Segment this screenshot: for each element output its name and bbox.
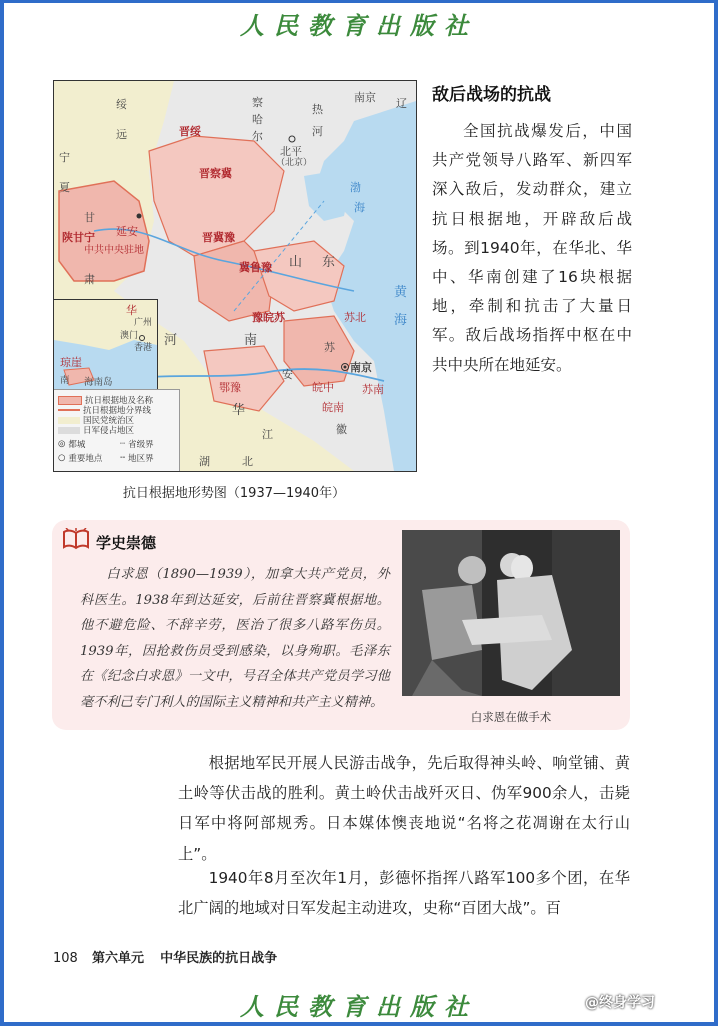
map-label-sea-hai: 海 <box>394 313 408 328</box>
map-label-su-bei: 苏北 <box>344 311 366 324</box>
page-footer <box>53 947 277 966</box>
map-label-hua: 华 <box>232 403 246 418</box>
inset-label-guangzhou: 广州 <box>134 318 153 328</box>
body-paragraph-2: 1940年8月至次年1月，彭德怀指挥八路军100多个团，在华北广阔的地域对日军发起主动进攻，史称“百团大战”。百 <box>178 869 630 918</box>
map-label-re: 热 <box>312 103 323 116</box>
unit-title: 中华民族的抗日战争 <box>160 951 278 966</box>
page-frame-bottom <box>0 1022 718 1026</box>
map-label-sea-bo: 渤 <box>350 181 361 194</box>
map-label-su: 苏 <box>324 341 335 354</box>
region-border-icon: ╌ <box>120 453 126 463</box>
province-border-icon: ┈ <box>120 439 126 449</box>
map-label-shaan-gan-ning: 陕甘宁 <box>62 231 95 244</box>
feature-text: 白求恩（1890—1939），加拿大共产党员，外科医生。1938年到达延安，后前往晋察冀根据地。他不避危险、不辞辛劳，医治了很多八路军伤员。1939年，因抢救伤员受到感染，以身殉职。毛泽东在《纪念白求恩》一文中，号召全体共产党员学习他毫不利己专门利人的国际主义精神和共产主义精神。 <box>80 567 390 710</box>
feature-title: 学史崇德 <box>96 534 157 552</box>
map-label-sui: 绥 <box>116 98 127 111</box>
map-label-beiping: 北平 <box>280 145 302 158</box>
map-label-gan: 甘 <box>84 211 95 224</box>
page-number: 108 <box>53 951 78 966</box>
map-label-beiping-paren: （北京） <box>276 158 313 168</box>
legend-base: 抗日根据地及名称 <box>85 396 154 406</box>
legend-swatch-border <box>58 409 80 411</box>
map-legend <box>54 389 180 472</box>
map-label-jin-ji-yu: 晋冀豫 <box>202 231 235 244</box>
map-label-jin-cha-ji: 晋察冀 <box>199 167 232 180</box>
photo-graphic <box>402 530 620 696</box>
map-label-nanjing: 南京 <box>350 361 372 374</box>
map-label-sea-hai2: 海 <box>354 201 365 214</box>
map-label-er: 尔 <box>252 130 263 143</box>
unit-label: 第六单元 <box>91 951 144 966</box>
map-label-cha: 察 <box>252 96 263 109</box>
map-label-nanjing-city: 南京 <box>354 91 376 104</box>
section-title: 敌后战场的抗战 <box>432 85 551 105</box>
capital-icon: ◎ <box>58 439 66 449</box>
map-label-yuan: 远 <box>116 128 127 141</box>
watermark: @终身学习 <box>585 995 655 1011</box>
inset-label-qiong: 琼崖 <box>60 356 82 369</box>
map-label-shan: 山 <box>289 255 303 270</box>
map-caption: 抗日根据地形势图（1937—1940年） <box>122 486 346 501</box>
map-label-ji-lu-yu: 冀鲁豫 <box>239 261 272 274</box>
map-label-ning: 宁 <box>59 151 70 164</box>
map-label-nan: 南 <box>244 333 258 348</box>
map-label-an: 安 <box>282 368 293 381</box>
legend-province: 省级界 <box>128 440 154 450</box>
publisher-footer: 人民教育出版社 <box>240 992 478 1021</box>
publisher-header: 人民教育出版社 <box>240 11 478 40</box>
map-label-jin-sui: 晋绥 <box>179 125 201 138</box>
bethune-surgery-photo <box>402 530 620 696</box>
map-label-su-nan: 苏南 <box>362 383 384 396</box>
legend-capital: 都城 <box>68 440 86 450</box>
page-frame-left <box>0 0 4 1026</box>
south-china-inset <box>54 299 158 390</box>
inset-label-xianggang: 香港 <box>134 343 153 353</box>
map-label-hui: 徽 <box>336 423 347 436</box>
inset-label-hainan: 海南岛 <box>84 377 113 388</box>
inset-label-hua: 华 <box>126 304 137 317</box>
legend-swatch-kmt <box>58 417 80 424</box>
inset-label-nan: 南 <box>60 375 70 386</box>
photo-caption: 白求恩在做手术 <box>470 710 552 724</box>
section-paragraph: 全国抗战爆发后，中国共产党领导八路军、新四军深入敌后，发动群众，建立抗日根据地，开辟敌后战场。到1940年，在华北、华中、华南创建了16块根据地，牵制和抗击了大量日军。敌后战场指挥中枢在中共中央所在地延安。 <box>432 122 632 374</box>
legend-border: 抗日根据地分界线 <box>83 406 152 416</box>
legend-place: 重要地点 <box>68 454 103 464</box>
map-label-ha: 哈 <box>252 113 263 126</box>
map-label-dong: 东 <box>322 255 336 270</box>
map-label-wan-nan: 皖南 <box>322 401 344 414</box>
map-label-xia: 夏 <box>59 181 70 194</box>
map-label-yanan: 延安 <box>116 225 138 238</box>
body-paragraph-1: 根据地军民开展人民游击战争，先后取得神头岭、响堂铺、黄土岭等伏击战的胜利。黄土岭伏击战歼灭日、伪军900余人，击毙日军中将阿部规秀。日本媒体懊丧地说“名将之花凋谢在太行山上”。 <box>178 754 630 863</box>
legend-kmt: 国民党统治区 <box>83 416 135 426</box>
feature-box <box>52 520 630 730</box>
map-label-zhonggong: 中共中央驻地 <box>84 245 144 256</box>
map-label-e-yu: 鄂豫 <box>219 381 241 394</box>
legend-swatch-occupied <box>58 427 80 434</box>
map-label-wan-zhong: 皖中 <box>312 381 334 394</box>
place-icon: ○ <box>58 453 66 463</box>
map-label-sea-huang: 黄 <box>394 285 408 300</box>
map-label-he: 河 <box>312 125 323 138</box>
open-book-icon <box>62 528 90 550</box>
map-label-hu: 湖 <box>199 455 210 468</box>
map-label-he2: 河 <box>164 333 178 348</box>
map-label-yu-wan-su: 豫皖苏 <box>252 311 285 324</box>
legend-region: 地区界 <box>128 454 154 464</box>
inset-label-aomen: 澳门 <box>120 331 139 341</box>
map-label-bei: 北 <box>242 455 253 468</box>
map-label-jiang: 江 <box>262 428 273 441</box>
page-frame-top <box>0 0 718 3</box>
map-label-liao: 辽 <box>396 97 407 110</box>
base-areas-map <box>53 80 417 472</box>
page-frame-right <box>714 0 718 1026</box>
map-label-su2: 肃 <box>84 273 95 286</box>
legend-occupied: 日军侵占地区 <box>83 426 135 436</box>
